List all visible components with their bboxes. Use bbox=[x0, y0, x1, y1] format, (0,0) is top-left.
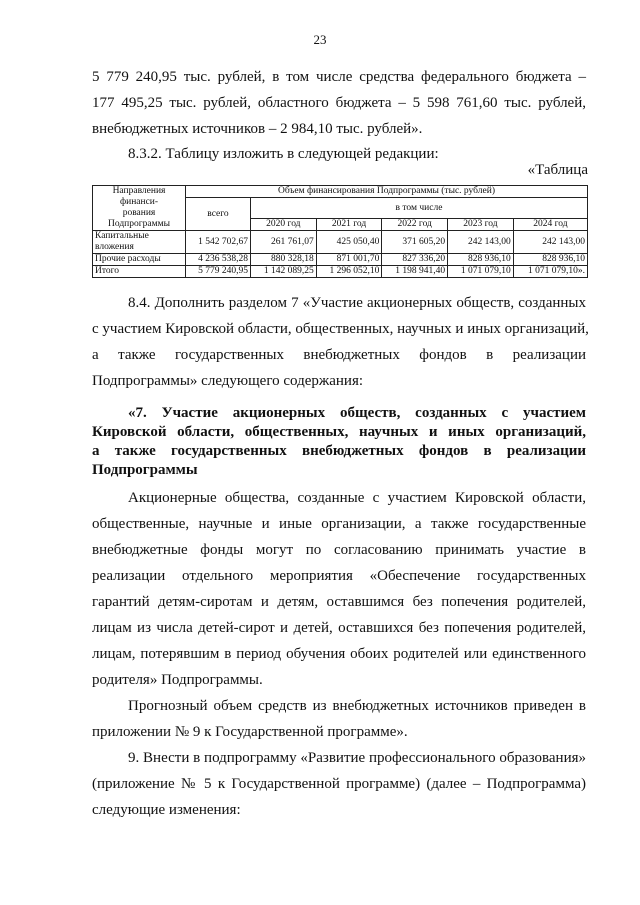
text-line: Прогнозный объем средств из внебюджетных источников приведен в bbox=[128, 698, 586, 714]
financing-table bbox=[92, 185, 588, 278]
heading-line: Кировской области, общественных, научных и иных организаций, bbox=[92, 424, 586, 440]
header-total: всего bbox=[186, 198, 251, 231]
text-line: Подпрограммы» следующего содержания: bbox=[92, 373, 364, 389]
cell-total: 4 236 538,28 bbox=[186, 254, 251, 266]
text-line: 9. Внести в подпрограмму «Развитие профессионального образования» bbox=[128, 750, 586, 766]
header-year: 2022 год bbox=[382, 219, 448, 231]
cell-total: 1 542 702,67 bbox=[186, 231, 251, 254]
cell-value: 828 936,10 bbox=[448, 254, 514, 266]
header-year: 2021 год bbox=[316, 219, 382, 231]
text-line: с участием Кировской области, общественных, научных и иных организаций, bbox=[92, 321, 589, 337]
cell-value: 871 001,70 bbox=[316, 254, 382, 266]
row-label: Прочие расходы bbox=[93, 254, 186, 266]
cell-total: 5 779 240,95 bbox=[186, 266, 251, 278]
text-line: 8.3.2. Таблицу изложить в следующей редакции: bbox=[128, 146, 439, 162]
intro-paragraph bbox=[92, 64, 586, 142]
cell-value: 371 605,20 bbox=[382, 231, 448, 254]
text-line: общественные, научные и иные организации, а также государственные bbox=[92, 516, 586, 532]
cell-value: 261 761,07 bbox=[251, 231, 317, 254]
heading-line: а также государственных внебюджетных фондов в реализации bbox=[92, 443, 586, 459]
header-year: 2023 год bbox=[448, 219, 514, 231]
row-label: Капитальные вложения bbox=[93, 231, 186, 254]
text-line: гарантий детям-сиротам и детям, оставшимся без попечения родителей, bbox=[92, 594, 586, 610]
cell-value: 1 071 079,10». bbox=[513, 266, 587, 278]
header-year: 2020 год bbox=[251, 219, 317, 231]
item-9 bbox=[92, 745, 586, 823]
text-line: Акционерные общества, созданные с участием Кировской области, bbox=[128, 490, 586, 506]
heading-line: «7. Участие акционерных обществ, созданных с участием bbox=[128, 405, 586, 421]
header-year: 2024 год bbox=[513, 219, 587, 231]
table-caption: «Таблица bbox=[527, 162, 588, 178]
item-8-3-2 bbox=[92, 141, 586, 167]
header-group: Объем финансирования Подпрограммы (тыс. рублей) bbox=[186, 186, 588, 198]
table-row bbox=[93, 254, 588, 266]
text-line: лицам из числа детей-сирот и детей, оставшихся без попечения родителей, bbox=[92, 620, 586, 636]
item-8-4 bbox=[92, 290, 589, 394]
cell-value: 425 050,40 bbox=[316, 231, 382, 254]
page-number: 23 bbox=[313, 32, 327, 47]
text-line: приложении № 9 к Государственной программе». bbox=[92, 724, 408, 740]
cell-value: 242 143,00 bbox=[513, 231, 587, 254]
cell-value: 242 143,00 bbox=[448, 231, 514, 254]
text-line: 8.4. Дополнить разделом 7 «Участие акционерных обществ, созданных bbox=[128, 295, 586, 311]
paragraph-participation bbox=[92, 485, 586, 693]
row-label: Итого bbox=[93, 266, 186, 278]
text-line: 5 779 240,95 тыс. рублей, в том числе средства федерального бюджета – bbox=[92, 69, 586, 85]
cell-value: 880 328,18 bbox=[251, 254, 317, 266]
cell-value: 1 198 941,40 bbox=[382, 266, 448, 278]
paragraph-forecast bbox=[92, 693, 586, 745]
cell-value: 1 071 079,10 bbox=[448, 266, 514, 278]
heading-line: Подпрограммы bbox=[92, 462, 198, 478]
header-including: в том числе bbox=[251, 198, 588, 219]
cell-value: 1 296 052,10 bbox=[316, 266, 382, 278]
text-line: реализации отдельного мероприятия «Обеспечение государственных bbox=[92, 568, 586, 584]
cell-value: 1 142 089,25 bbox=[251, 266, 317, 278]
text-line: лицам, потерявшим в период обучения обоих родителей или единственного bbox=[92, 646, 586, 662]
section-heading bbox=[92, 404, 586, 480]
table-row bbox=[93, 266, 588, 278]
cell-value: 827 336,20 bbox=[382, 254, 448, 266]
text-line: а также государственных внебюджетных фондов в реализации bbox=[92, 347, 586, 363]
text-line: родителя» Подпрограммы. bbox=[92, 672, 263, 688]
header-directions: Направления финанси- рования Подпрограммы bbox=[93, 186, 186, 231]
text-line: внебюджетных источников – 2 984,10 тыс. рублей». bbox=[92, 121, 423, 137]
text-line: внебюджетные фонды могут по согласованию принимать участие в bbox=[92, 542, 586, 558]
text-line: 177 495,25 тыс. рублей, областного бюджета – 5 598 761,60 тыс. рублей, bbox=[92, 95, 586, 111]
table-row bbox=[93, 231, 588, 254]
cell-value: 828 936,10 bbox=[513, 254, 587, 266]
text-line: следующие изменения: bbox=[92, 802, 241, 818]
text-line: (приложение № 5 к Государственной программе) (далее – Подпрограмма) bbox=[92, 776, 586, 792]
